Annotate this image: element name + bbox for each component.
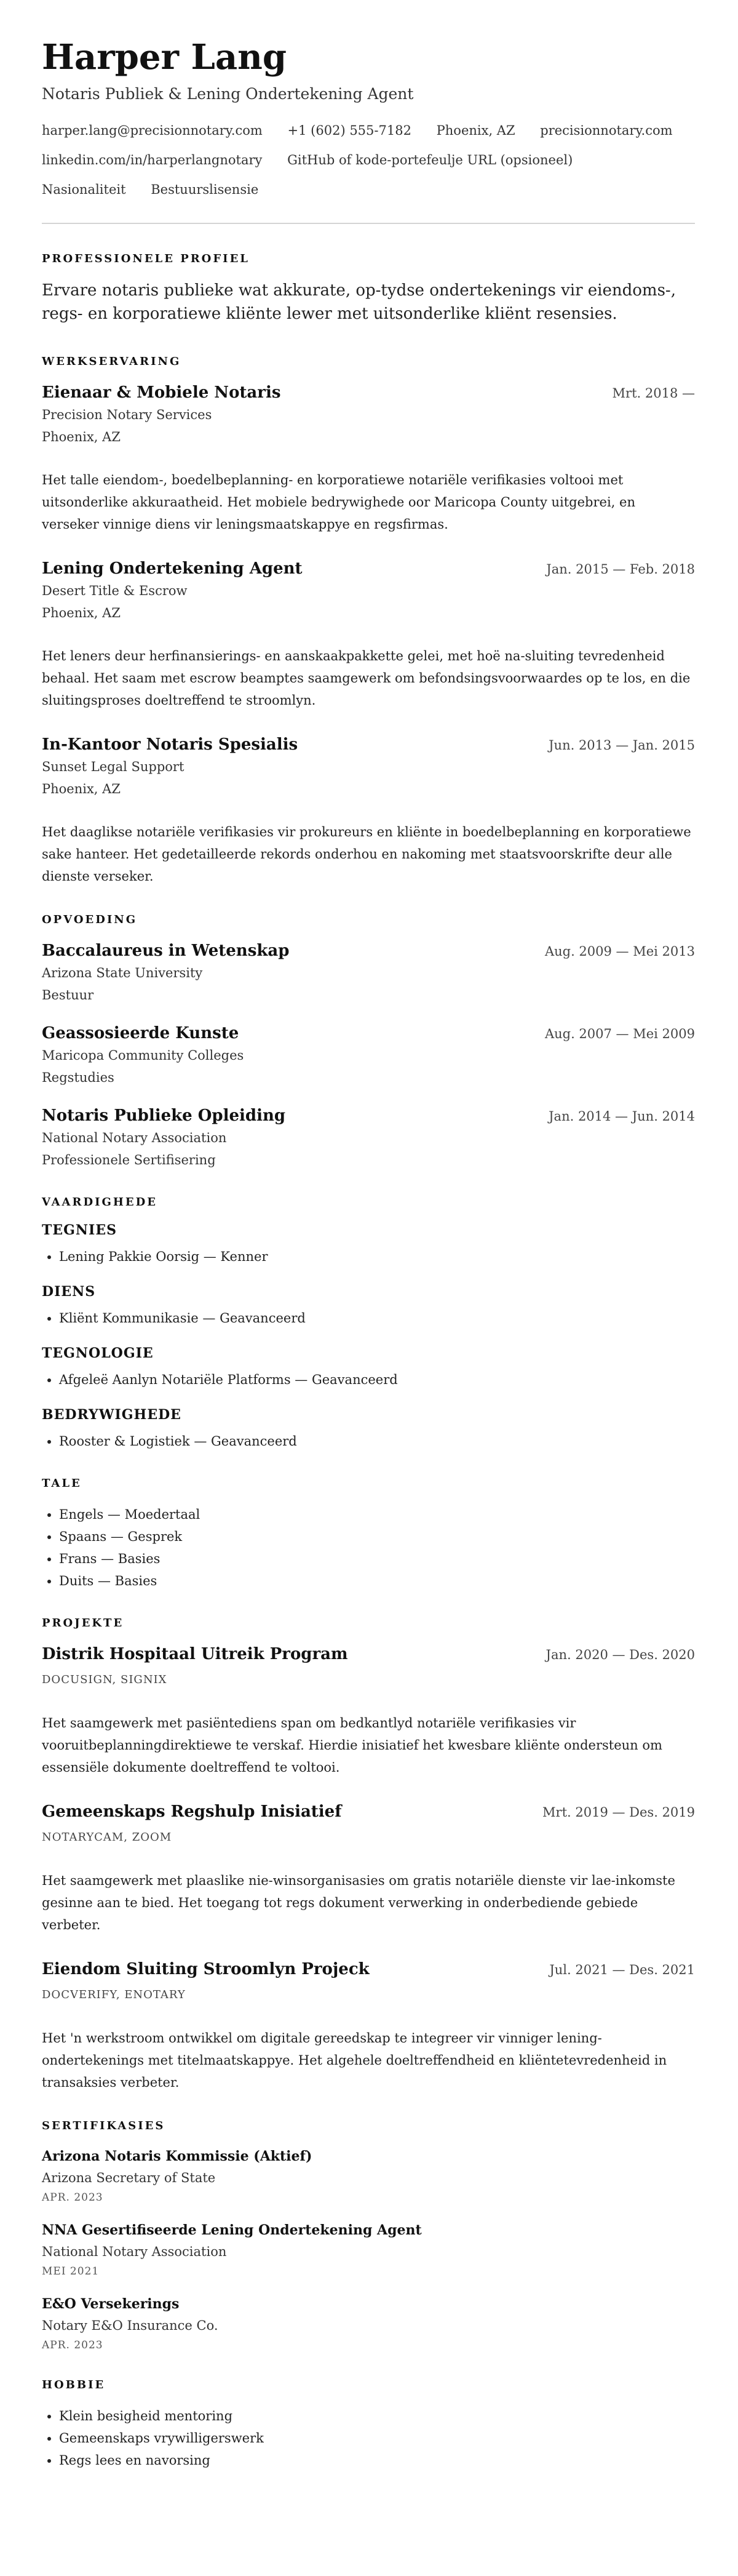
job-location: Phoenix, AZ <box>42 606 121 620</box>
job-date: Mrt. 2018 — <box>612 386 695 401</box>
certification-issuer: National Notary Association <box>42 2244 227 2259</box>
project-description: Het saamgewerk met pasiëntediens span om bedkantlyd notariële verifikasies vir vooruitbeplanningdirektiewe te verskaf. Hierdie inisiatief het kwesbare kliënte ondersteun om essensiële dokumente doeltreffend te voltooi. <box>42 1716 662 1775</box>
certifications-heading: SERTIFIKASIES <box>42 2119 165 2132</box>
contact-phone[interactable]: +1 (602) 555-7182 <box>287 123 411 138</box>
language-list <box>42 1503 695 1592</box>
contact-linkedin[interactable]: linkedin.com/in/harperlangnotary <box>42 153 263 167</box>
contact-github[interactable]: GitHub of kode-portefeulje URL (opsioneel) <box>287 153 573 167</box>
skill-group-title: TEGNOLOGIE <box>42 1345 154 1361</box>
skill-group-title: TEGNIES <box>42 1222 117 1238</box>
contact-location: Phoenix, AZ <box>436 123 515 138</box>
job-company: Sunset Legal Support <box>42 759 184 774</box>
language-item: • Spaans — Gesprek <box>59 1526 695 1548</box>
degree-title: Notaris Publieke Opleiding <box>42 1106 286 1125</box>
skill-list <box>42 1369 695 1391</box>
language-item: • Frans — Basies <box>59 1548 695 1570</box>
language-item: • Engels — Moedertaal <box>59 1503 695 1526</box>
certification-entry <box>42 2294 695 2354</box>
skill-item: • Rooster & Logistiek — Geavanceerd <box>59 1430 695 1452</box>
hobby-item: • Regs lees en navorsing <box>59 2449 695 2471</box>
certification-date: APR. 2023 <box>42 2191 103 2204</box>
candidate-name: Harper Lang <box>42 37 287 78</box>
candidate-title: Notaris Publiek & Lening Ondertekening Agent <box>42 85 414 103</box>
profile-summary: Ervare notaris publieke wat akkurate, op-tydse ondertekenings vir eiendoms-, regs- en korporatiewe kliënte lewer met uitsonderlike kliënt resensies. <box>42 281 676 323</box>
resume-content <box>42 36 695 2487</box>
project-tech: DOCUSIGN, SIGNIX <box>42 1673 167 1686</box>
language-item: • Duits — Basies <box>59 1570 695 1592</box>
certification-issuer: Notary E&O Insurance Co. <box>42 2318 218 2333</box>
job-description: Het leners deur herfinansierings- en aanskaakpakkette gelei, met hoë na-sluiting tevredenheid behaal. Het saam met escrow beamptes saamgewerk om befondsingsvoorwaardes op te los, en die sluitingsproses doeltreffend te stroomlyn. <box>42 649 691 708</box>
job-date: Jun. 2013 — Jan. 2015 <box>549 738 695 753</box>
experience-heading: WERKSERVARING <box>42 355 181 368</box>
job-description: Het talle eiendom-, boedelbeplanning- en korporatiewe notariële verifikasies voltooi met uitsonderlike akkuraatheid. Het mobiele bedrywighede oor Maricopa County uitgebrei, en verseker vinnige diens vir leningsmaatskappye en regsfirmas. <box>42 473 635 532</box>
degree-title: Baccalaureus in Wetenskap <box>42 942 290 960</box>
skill-group-title: DIENS <box>42 1284 96 1300</box>
job-title: In-Kantoor Notaris Spesialis <box>42 735 298 754</box>
education-field: Professionele Sertifisering <box>42 1153 216 1167</box>
project-description: Het saamgewerk met plaaslike nie-winsorganisasies om gratis notariële dienste vir lae-inkomste gesinne aan te bied. Het toegang tot regs dokument verwerking in onderbediende gebiede verbeter. <box>42 1873 675 1932</box>
job-date: Jan. 2015 — Feb. 2018 <box>546 562 695 577</box>
hobbies-heading: HOBBIE <box>42 2378 106 2391</box>
project-entry <box>42 1801 695 1936</box>
contact-nationality: Nasionaliteit <box>42 182 126 197</box>
skill-group-title: BEDRYWIGHEDE <box>42 1407 181 1423</box>
hobby-list <box>42 2405 695 2471</box>
education-entry <box>42 1105 695 1171</box>
certification-name: Arizona Notaris Kommissie (Aktief) <box>42 2148 312 2164</box>
job-location: Phoenix, AZ <box>42 782 121 796</box>
education-school: National Notary Association <box>42 1130 227 1145</box>
hobby-item: • Gemeenskaps vrywilligerswerk <box>59 2427 695 2449</box>
contact-list <box>42 116 695 204</box>
job-title: Lening Ondertekening Agent <box>42 559 303 578</box>
skill-list <box>42 1430 695 1452</box>
job-entry <box>42 734 695 887</box>
education-date: Aug. 2007 — Mei 2009 <box>544 1026 695 1041</box>
job-entry <box>42 558 695 711</box>
job-company: Precision Notary Services <box>42 407 212 422</box>
job-company: Desert Title & Escrow <box>42 583 188 598</box>
education-school: Arizona State University <box>42 966 203 980</box>
contact-email[interactable]: harper.lang@precisionnotary.com <box>42 123 263 138</box>
project-description: Het 'n werkstroom ontwikkel om digitale gereedskap te integreer vir vinniger lening-ondertekenings met titelmaatskappye. Het algehele doeltreffendheid en kliëntetevredenheid in transaksies verbeter. <box>42 2031 667 2090</box>
degree-title: Geassosieerde Kunste <box>42 1024 239 1042</box>
education-field: Regstudies <box>42 1070 114 1085</box>
project-entry <box>42 1643 695 1778</box>
education-entry <box>42 1022 695 1089</box>
projects-heading: PROJEKTE <box>42 1617 124 1630</box>
certification-entry <box>42 2220 695 2280</box>
education-date: Aug. 2009 — Mei 2013 <box>544 944 695 959</box>
skills-heading: VAARDIGHEDE <box>42 1196 157 1209</box>
project-title: Eiendom Sluiting Stroomlyn Projeck <box>42 1960 370 1978</box>
education-entry <box>42 940 695 1006</box>
education-date: Jan. 2014 — Jun. 2014 <box>549 1109 695 1124</box>
project-entry <box>42 1958 695 2094</box>
job-description: Het daaglikse notariële verifikasies vir prokureurs en kliënte in boedelbeplanning en korporatiewe sake hanteer. Het gedetailleerde rekords onderhou en nakoming met staatsvoorskrifte deur alle dienste verseker. <box>42 825 691 884</box>
project-date: Jul. 2021 — Des. 2021 <box>549 1962 695 1977</box>
contact-license: Bestuurslisensie <box>151 182 259 197</box>
languages-heading: TALE <box>42 1477 82 1490</box>
certification-date: MEI 2021 <box>42 2265 100 2278</box>
job-title: Eienaar & Mobiele Notaris <box>42 383 281 402</box>
hobby-item: • Klein besigheid mentoring <box>59 2405 695 2427</box>
certification-name: NNA Gesertifiseerde Lening Ondertekening Agent <box>42 2222 422 2238</box>
contact-website[interactable]: precisionnotary.com <box>540 123 673 138</box>
job-location: Phoenix, AZ <box>42 430 121 444</box>
project-tech: DOCVERIFY, ENOTARY <box>42 1988 186 2001</box>
project-title: Distrik Hospitaal Uitreik Program <box>42 1645 348 1663</box>
education-heading: OPVOEDING <box>42 913 138 926</box>
project-date: Jan. 2020 — Des. 2020 <box>546 1647 695 1662</box>
certification-date: APR. 2023 <box>42 2339 103 2351</box>
education-field: Bestuur <box>42 988 94 1002</box>
project-tech: NOTARYCAM, ZOOM <box>42 1831 172 1844</box>
project-title: Gemeenskaps Regshulp Inisiatief <box>42 1802 342 1821</box>
skill-item: • Afgeleë Aanlyn Notariële Platforms — Geavanceerd <box>59 1369 695 1391</box>
certification-name: E&O Versekerings <box>42 2296 180 2312</box>
profile-heading: PROFESSIONELE PROFIEL <box>42 252 250 265</box>
skill-list <box>42 1246 695 1268</box>
certification-entry <box>42 2146 695 2206</box>
skill-list <box>42 1307 695 1329</box>
skill-item: • Kliënt Kommunikasie — Geavanceerd <box>59 1307 695 1329</box>
certification-issuer: Arizona Secretary of State <box>42 2170 216 2185</box>
project-date: Mrt. 2019 — Des. 2019 <box>542 1805 695 1820</box>
skill-item: • Lening Pakkie Oorsig — Kenner <box>59 1246 695 1268</box>
education-school: Maricopa Community Colleges <box>42 1048 244 1063</box>
header-divider <box>42 223 695 224</box>
job-entry <box>42 382 695 535</box>
